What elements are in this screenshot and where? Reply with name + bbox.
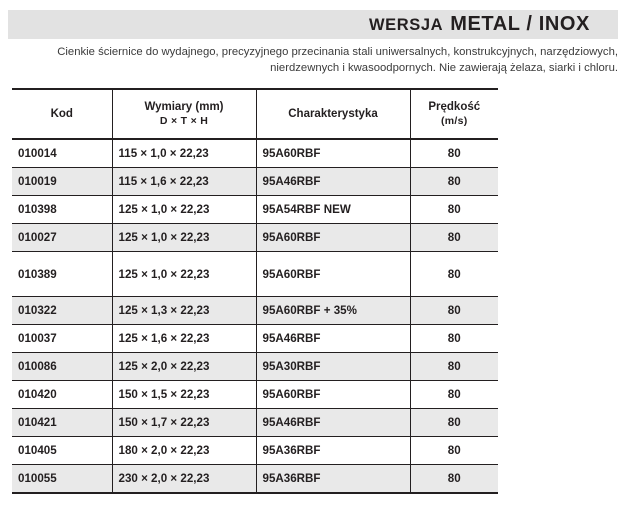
header-band [8,10,618,39]
cell-kod: 010086 [12,353,112,381]
subtitle-line-2: nierdzewnych i kwasoodpornych. Nie zawierają żelaza, siarki i chloru. [270,62,618,74]
cell-predkosc: 80 [410,325,498,353]
cell-wymiary: 125 × 2,0 × 22,23 [112,353,256,381]
column-header-predkosc-sub: (m/s) [440,115,468,127]
cell-wymiary: 125 × 1,0 × 22,23 [112,224,256,252]
cell-kod: 010019 [12,168,112,196]
cell-wymiary: 115 × 1,0 × 22,23 [112,139,256,168]
table-row [12,437,498,465]
cell-kod: 010421 [12,409,112,437]
table-body [12,139,498,493]
table-row [12,168,498,196]
subtitle [8,44,618,76]
table-row [12,297,498,325]
cell-charakterystyka: 95A60RBF [256,381,410,409]
column-header-charakterystyka-label: Charakterystyka [288,108,378,120]
table-row [12,325,498,353]
table-row [12,252,498,297]
cell-predkosc: 80 [410,297,498,325]
table-row [12,409,498,437]
cell-predkosc: 80 [410,224,498,252]
column-header-predkosc-label: Prędkość [428,101,481,113]
column-header-charakterystyka [256,89,410,139]
cell-kod: 010389 [12,252,112,297]
spec-table [12,88,498,494]
cell-charakterystyka: 95A60RBF + 35% [256,297,410,325]
cell-wymiary: 230 × 2,0 × 22,23 [112,465,256,494]
cell-charakterystyka: 95A54RBF NEW [256,196,410,224]
cell-kod: 010322 [12,297,112,325]
cell-wymiary: 125 × 1,3 × 22,23 [112,297,256,325]
cell-kod: 010405 [12,437,112,465]
column-header-kod [12,89,112,139]
table-row [12,353,498,381]
table-row [12,224,498,252]
cell-kod: 010055 [12,465,112,494]
cell-wymiary: 125 × 1,0 × 22,23 [112,252,256,297]
cell-wymiary: 180 × 2,0 × 22,23 [112,437,256,465]
cell-kod: 010027 [12,224,112,252]
cell-charakterystyka: 95A46RBF [256,325,410,353]
subtitle-line-1: Cienkie ściernice do wydajnego, precyzyjnego przecinania stali uniwersalnych, konstrukcyjnych, narzędziowych, [57,46,618,58]
table-row [12,139,498,168]
cell-predkosc: 80 [410,409,498,437]
cell-wymiary: 125 × 1,6 × 22,23 [112,325,256,353]
column-header-wymiary [112,89,256,139]
cell-charakterystyka: 95A36RBF [256,465,410,494]
cell-wymiary: 115 × 1,6 × 22,23 [112,168,256,196]
cell-charakterystyka: 95A30RBF [256,353,410,381]
table-header [12,89,498,139]
column-header-wymiary-label: Wymiary (mm) [144,101,224,113]
cell-charakterystyka: 95A60RBF [256,252,410,297]
column-header-predkosc [410,89,498,139]
cell-predkosc: 80 [410,437,498,465]
table-row [12,196,498,224]
cell-charakterystyka: 95A46RBF [256,409,410,437]
cell-wymiary: 125 × 1,0 × 22,23 [112,196,256,224]
cell-kod: 010398 [12,196,112,224]
cell-predkosc: 80 [410,381,498,409]
page-title [369,13,590,36]
table-row [12,381,498,409]
cell-charakterystyka: 95A60RBF [256,224,410,252]
cell-charakterystyka: 95A36RBF [256,437,410,465]
cell-wymiary: 150 × 1,5 × 22,23 [112,381,256,409]
table-header-row [12,89,498,139]
cell-charakterystyka: 95A46RBF [256,168,410,196]
cell-predkosc: 80 [410,139,498,168]
table-row [12,465,498,494]
cell-charakterystyka: 95A60RBF [256,139,410,168]
page-title-main: METAL / INOX [450,13,590,35]
spec-table-container [12,88,498,494]
cell-predkosc: 80 [410,353,498,381]
cell-wymiary: 150 × 1,7 × 22,23 [112,409,256,437]
cell-predkosc: 80 [410,196,498,224]
cell-kod: 010037 [12,325,112,353]
cell-predkosc: 80 [410,252,498,297]
cell-predkosc: 80 [410,168,498,196]
column-header-wymiary-sub: D × T × H [159,115,209,127]
cell-kod: 010420 [12,381,112,409]
column-header-kod-label: Kod [50,108,73,120]
cell-kod: 010014 [12,139,112,168]
page-title-prefix: WERSJA [368,16,444,34]
cell-predkosc: 80 [410,465,498,494]
